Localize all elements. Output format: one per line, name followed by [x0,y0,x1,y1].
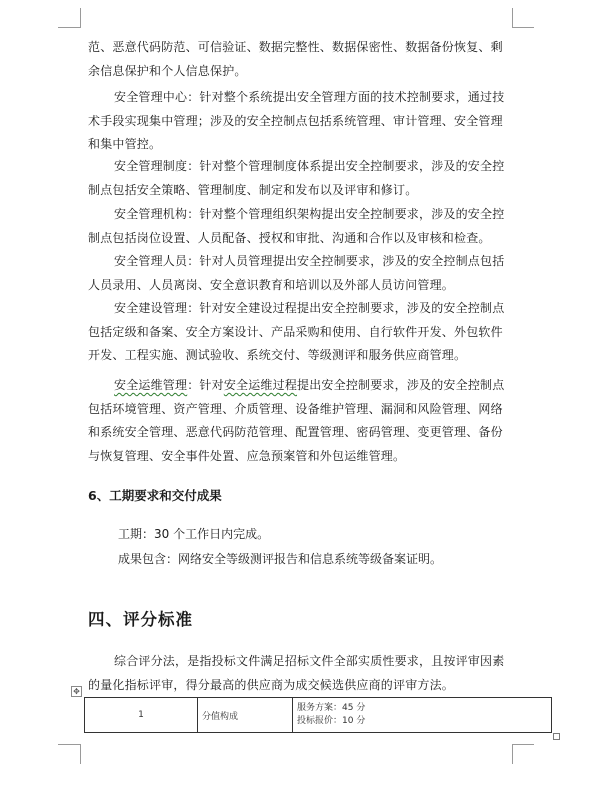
paragraph-text: 综合评分法，是指投标文件满足招标文件全部实质性要求，且按评审因素的量化指标评审，得分最高的供应商为成交候选供应商的评审方法。 [88,654,505,692]
paragraph-security-management-personnel[interactable] [88,250,514,297]
paragraph-text-segment: 提出安全控制要求，涉及的安全控制点包括环境管理、资产管理、介质管理、设备维护管理、漏洞和风险管理、网络和系统安全管理、恶意代码防范管理、配置管理、密码管理、变更管理、备份与恢复管理、安全事件处置、应急预案管和外包运维管理。 [88,378,505,463]
paragraph-text: 安全建设管理：针对安全建设过程提出安全控制要求，涉及的安全控制点包括定级和备案、安全方案设计、产品采购和使用、自行软件开发、外包软件开发、工程实施、测试验收、系统交付、等级测评和服务供应商管理。 [88,301,505,362]
score-detail-line: 服务方案：45 分 [297,703,366,713]
section-heading-duration-deliverables[interactable]: 6、工期要求和交付成果 [88,488,222,503]
crop-mark-top-right [512,8,513,28]
crop-mark-top-left [58,27,80,28]
crop-mark-top-right [512,27,534,28]
paragraph-text-segment: ：针对 [187,378,224,392]
scoring-table [84,697,552,733]
score-detail-line: 投标报价：10 分 [297,716,366,726]
crop-mark-bottom-left [80,744,81,764]
spellcheck-flagged-term[interactable]: 安全运维管理 [114,378,188,392]
paragraph-text: 安全管理制度：针对整个管理制度体系提出安全控制要求，涉及的安全控制点包括安全策略、管理制度、制定和发布以及评审和修订。 [88,159,505,197]
table-cell-item[interactable]: 分值构成 [198,698,293,733]
duration-line[interactable]: 工期：30 个工作日内完成。 [118,527,270,541]
paragraph-text [88,374,514,468]
paragraph-security-management-center[interactable] [88,86,514,157]
section-heading-scoring-criteria[interactable]: 四、评分标准 [88,610,193,629]
paragraph-security-operations-management[interactable] [88,374,514,468]
crop-mark-bottom-left [58,744,80,745]
paragraph-text: 范、恶意代码防范、可信验证、数据完整性、数据保密性、数据备份恢复、剩余信息保护和个人信息保护。 [88,40,503,78]
table-cell-index[interactable]: 1 [85,698,198,733]
paragraph-security-management-organization[interactable] [88,203,514,250]
paragraph-text: 安全管理机构：针对整个管理组织架构提出安全控制要求，涉及的安全控制点包括岗位设置、人员配备、授权和审批、沟通和合作以及审核和检查。 [88,207,505,245]
crop-mark-bottom-right [512,744,513,764]
crop-mark-bottom-right [512,744,534,745]
paragraph-security-management-policy[interactable] [88,155,514,202]
spellcheck-flagged-term[interactable]: 安全运维过程 [223,378,298,392]
paragraph-text: 安全管理人员：针对人员管理提出安全控制要求，涉及的安全控制点包括人员录用、人员离岗、安全意识教育和培训以及外部人员访问管理。 [88,254,505,292]
table-cell-detail[interactable] [293,698,552,733]
deliverables-line[interactable]: 成果包含：网络安全等级测评报告和信息系统等级备案证明。 [118,552,443,566]
crop-mark-top-left [80,8,81,28]
table-row [85,698,552,733]
table-resize-handle-icon[interactable] [553,733,560,740]
paragraph-text: 安全管理中心：针对整个系统提出安全管理方面的技术控制要求，通过技术手段实现集中管理；涉及的安全控制点包括系统管理、审计管理、安全管理和集中管控。 [88,90,505,151]
paragraph-security-computing-continued[interactable] [88,36,514,83]
paragraph-scoring-method[interactable] [88,650,514,697]
table-move-handle-icon[interactable]: ✥ [71,686,82,697]
paragraph-security-construction-management[interactable] [88,297,514,368]
